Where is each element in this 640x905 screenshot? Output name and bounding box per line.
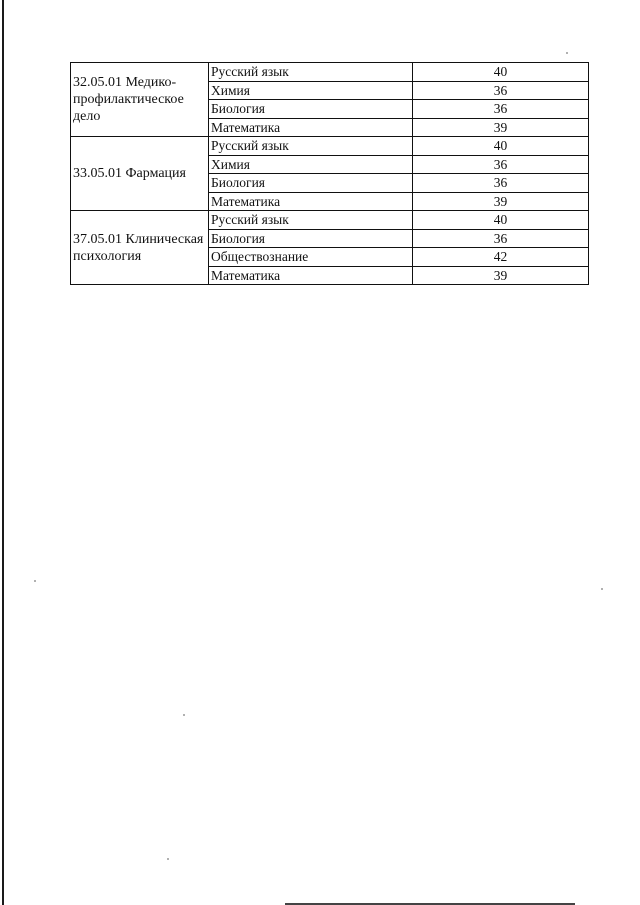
scan-speck [34, 580, 36, 582]
score-cell: 39 [413, 192, 589, 211]
score-cell: 36 [413, 81, 589, 100]
score-cell: 36 [413, 229, 589, 248]
score-cell: 40 [413, 63, 589, 82]
scan-speck [183, 714, 185, 716]
score-cell: 36 [413, 100, 589, 119]
subject-cell: Математика [209, 266, 413, 285]
subject-cell: Химия [209, 81, 413, 100]
scan-speck [167, 858, 169, 860]
scan-speck [601, 588, 603, 590]
subject-cell: Русский язык [209, 211, 413, 230]
scan-speck [566, 52, 568, 54]
table-row [71, 211, 589, 230]
subject-cell: Математика [209, 192, 413, 211]
score-cell: 39 [413, 266, 589, 285]
subject-cell: Биология [209, 174, 413, 193]
subject-cell: Химия [209, 155, 413, 174]
score-cell: 40 [413, 211, 589, 230]
table-row [71, 63, 589, 82]
subject-cell: Русский язык [209, 137, 413, 156]
subject-cell: Русский язык [209, 63, 413, 82]
score-cell: 42 [413, 248, 589, 267]
subject-cell: Обществознание [209, 248, 413, 267]
subject-cell: Биология [209, 100, 413, 119]
score-cell: 36 [413, 174, 589, 193]
subject-cell: Биология [209, 229, 413, 248]
admission-scores-table [70, 62, 589, 285]
specialty-cell: 33.05.01 Фармация [71, 137, 209, 211]
score-cell: 39 [413, 118, 589, 137]
subject-cell: Математика [209, 118, 413, 137]
score-cell: 40 [413, 137, 589, 156]
table-row [71, 137, 589, 156]
specialty-cell: 32.05.01 Медико-профилактическое дело [71, 63, 209, 137]
scan-left-edge [2, 0, 4, 905]
specialty-cell: 37.05.01 Клиническая психология [71, 211, 209, 285]
score-cell: 36 [413, 155, 589, 174]
